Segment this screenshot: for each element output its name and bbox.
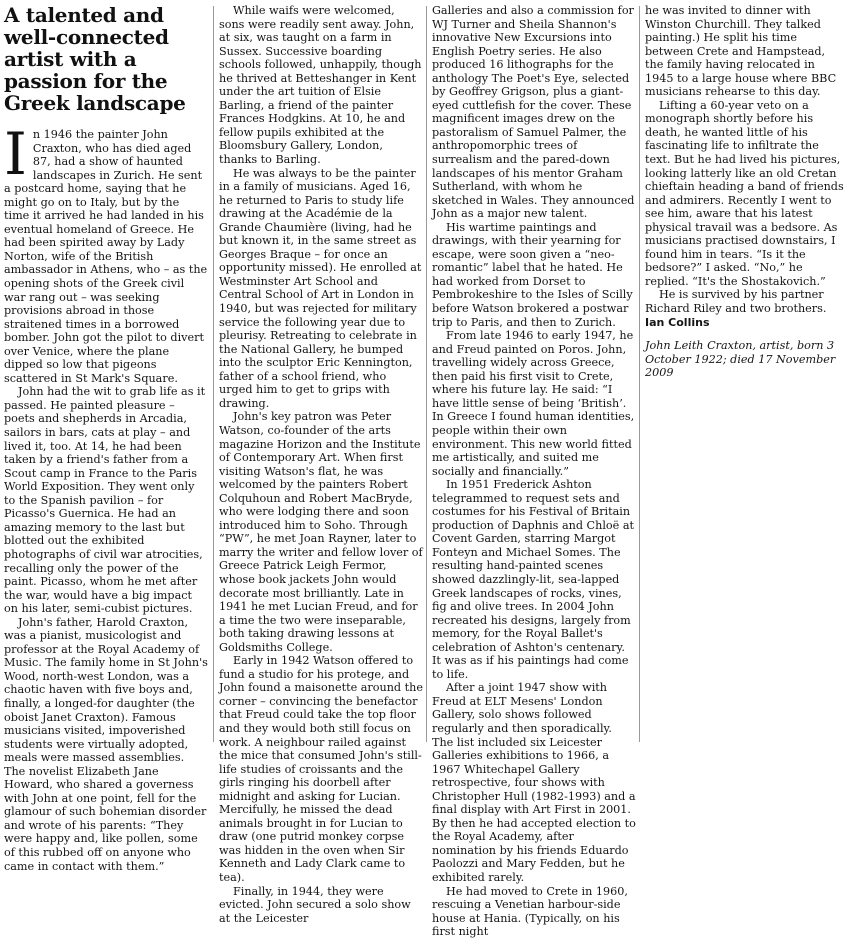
column-rule [426,6,427,742]
paragraph: he was invited to dinner with Winston Churchill. They talked painting.) He split his time between Crete and Hampstead, the family having relocated in 1945 to a large house where BBC musicians rehearse to this day. [645,4,837,99]
dropcap: I [4,120,27,188]
paragraph: He had moved to Crete in 1960, rescuing a Venetian harbour-side house at Hania. (Typically, on his first night [432,884,628,939]
paragraph: Early in 1942 Watson offered to fund a studio for his protege, and John found a maisonette around the corner – convincing the benefactor that Freud could take the top floor and they would both still focus on work. A neighbour railed against the mice that consumed John's still-life studies of croissants and the girls ringing his doorbell after midnight and asking for Lucian. Mercifully, he missed the dead animals brought in for Lucian to draw (one putrid monkey corpse was hidden in the oven when Sir Kenneth and Lady Clark came to tea). [219,654,423,884]
paragraph: John's key patron was Peter Watson, co-founder of the arts magazine Horizon and the Institute of Contemporary Art. When first visiting Watson's flat, he was welcomed by the painters Robert Colquhoun and Robert MacBryde, who were lodging there and soon introduced him to Soho. Through “PW”, he met Joan Rayner, later to marry the writer and fellow lover of Greece Patrick Leigh Fermor, whose book jackets John would decorate most brilliantly. Late in 1941 he met Lucian Freud, and for a time the two were inseparable, both taking drawing lessons at Goldsmiths College. [219,410,423,654]
article-column-4 [645,4,845,380]
lead-paragraph [4,120,208,385]
paragraph: Finally, in 1944, they were evicted. John secured a solo show at the Leicester [219,884,411,925]
article-column-2 [219,4,423,925]
paragraph: John's father, Harold Craxton, was a pianist, musicologist and professor at the Royal Academy of Music. The family home in St John's Wood, north-west London, was a chaotic haven with five boys and, finally, a longed-for daughter (the oboist Janet Craxton). Famous musicians visited, impoverished students were virtually adopted, meals were massed assemblies. The novelist Elizabeth Jane Howard, who shared a governess with John at one point, fell for the glamour of such bohemian disorder and wrote of his parents: “They were happy and, like pollen, some of this rubbed off on anyone who came in contact with them.” [4,615,208,873]
column-rule [213,6,214,742]
headline: A talented and well-connected artist with a passion for the Greek landscape [4,3,186,115]
paragraph: He was always to be the painter in a family of musicians. Aged 16, he returned to Paris to study life drawing at the Académie de la Grande Chaumière (living, had he but known it, in the same street as Georges Braque – for once an opportunity missed). He enrolled at Westminster Art School and Central School of Art in London in 1940, but was rejected for military service the following year due to pleurisy. Retreating to celebrate in the National Gallery, he bumped into the sculptor Eric Kennington, father of a school friend, who urged him to get to grips with drawing. [219,166,422,410]
paragraph: From late 1946 to early 1947, he and Freud painted on Poros. John, travelling widely across Greece, then paid his first visit to Crete, where his future lay. He said: “I have little sense of being ‘British’. In Greece I found human identities, people within their own environment. This new world fitted me artistically, and suited me socially and financially.” [432,329,635,478]
paragraph: Galleries and also a commission for WJ Turner and Sheila Shannon's innovative New Excursions into English Poetry series. He also produced 16 lithographs for the anthology The Poet's Eye, selected by Geoffrey Grigson, plus a giant-eyed cuttlefish for the cover. These magnificent images drew on the pastoralism of Samuel Palmer, the anthropomorphic trees of surrealism and the pared-down landscapes of his mentor Graham Sutherland, with whom he sketched in Wales. They announced John as a major new talent. [432,4,635,221]
lead-paragraph-text: n 1946 the painter John Craxton, who has died aged 87, had a show of haunted landscapes in Zurich. He sent a postcard home, saying that he might go on to Italy, but by the time it arrived he had landed in his eventual homeland of Greece. He had been spirited away by Lady Norton, wife of the British ambassador in Athens, who – as the opening shots of the Greek civil war rang out – was seeking provisions abroad in those straitened times in a borrowed bomber. John got the pilot to divert over Venice, where the plane dipped so low that pigeons scattered in St Mark's Square. [4,128,208,385]
article-column-3 [432,4,636,939]
article-column-1 [4,4,208,873]
obituary-credit: John Leith Craxton, artist, born 3 October 1922; died 17 November 2009 [645,339,836,380]
paragraph: His wartime paintings and drawings, with their yearning for escape, were soon given a “neo-romantic” label that he hated. He had worked from Dorset to Pembrokeshire to the Isles of Scilly before Watson brokered a postwar trip to Paris, and then to Zurich. [432,220,633,329]
paragraph: After a joint 1947 show with Freud at ELT Mesens' London Gallery, solo shows followed regularly and then sporadically. The list included six Leicester Galleries exhibitions to 1966, a 1967 Whitechapel Gallery retrospective, four shows with Christopher Hull (1982-1993) and a final display with Art First in 2001. By then he had accepted election to the Royal Academy, after nomination by his friends Eduardo Paolozzi and Mary Fedden, but he exhibited rarely. [432,681,636,884]
column-rule [639,6,640,742]
paragraph: In 1951 Frederick Ashton telegrammed to request sets and costumes for his Festival of Britain production of Daphnis and Chloë at Covent Garden, starring Margot Fonteyn and Michael Somes. The resulting hand-painted scenes showed dazzlingly-lit, sea-lapped Greek landscapes of rocks, vines, fig and olive trees. In 2004 John recreated his designs, largely from memory, for the Royal Ballet's celebration of Ashton's centenary. It was as if his paintings had come to life. [432,478,634,681]
paragraph: John had the wit to grab life as it passed. He painted pleasure – poets and shepherds in Arcadia, sailors in bars, cats at play – and lived it, too. At 14, he had been taken by a friend's father from a Scout camp in France to the Paris World Exposition. They went only to the Spanish pavilion – for Picasso's Guernica. He had an amazing memory to the last but blotted out the exhibited photographs of civil war atrocities, recalling only the power of the paint. Picasso, whom he met after the war, would have a big impact on his later, semi-cubist pictures. [4,385,206,616]
author-byline: Ian Collins [645,315,710,329]
paragraph: While waifs were welcomed, sons were readily sent away. John, at six, was taught on a farm in Sussex. Successive boarding schools followed, unhappily, though he thrived at Betteshanger in Kent under the art tuition of Elsie Barling, a friend of the painter Frances Hodgkins. At 10, he and fellow pupils exhibited at the Bloomsbury Gallery, London, thanks to Barling. [219,4,422,167]
paragraph: Lifting a 60-year veto on a monograph shortly before his death, he wanted little of his fascinating life to infiltrate the text. But he had lived his pictures, looking latterly like an old Cretan chieftain heading a band of friends and admirers. Recently I went to see him, aware that his latest physical travail was a bedsore. As musicians practised downstairs, I found him in tears. “Is it the bedsore?” I asked. “No,” he replied. “It's the Shostakovich.” [645,98,844,288]
paragraph: He is survived by his partner Richard Riley and two brothers. [645,288,827,316]
